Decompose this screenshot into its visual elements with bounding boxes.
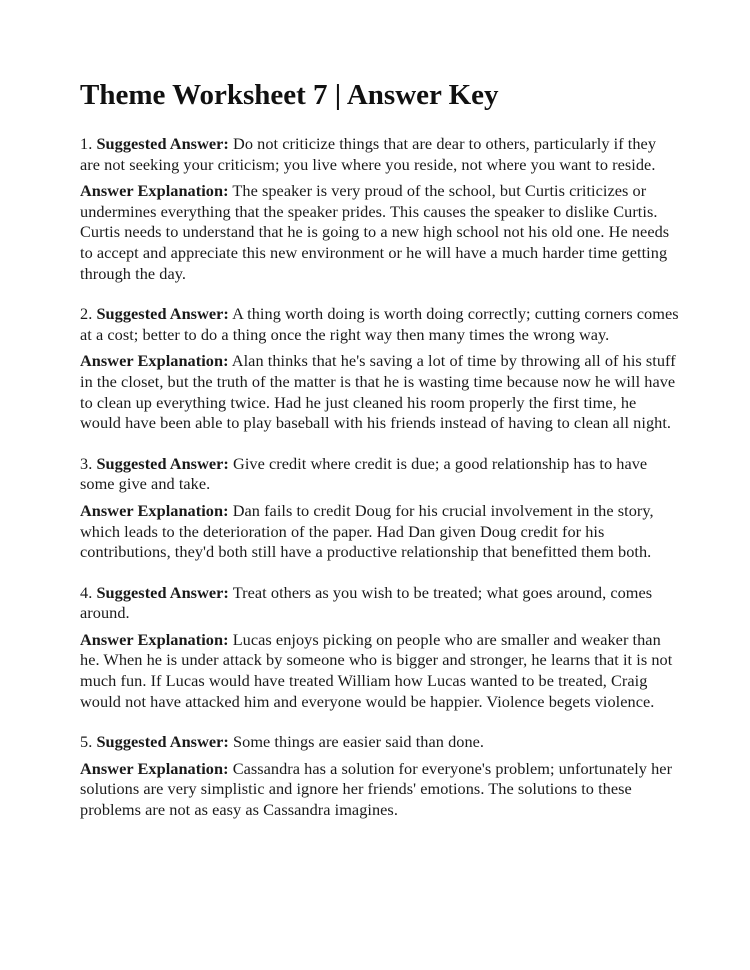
explanation-label: Answer Explanation: [80, 181, 229, 201]
explanation-label: Answer Explanation: [80, 351, 229, 371]
answer-label: Suggested Answer: [96, 582, 229, 602]
item-number: 1. [80, 134, 93, 153]
suggested-answer [80, 732, 680, 753]
answer-item-4 [80, 583, 680, 713]
answer-text: Do not criticize things that are dear to others, particularly if they are not seeking your criticism; you live where you reside, not where you want to reside. [80, 134, 657, 174]
suggested-answer [80, 304, 680, 345]
answer-item-2 [80, 304, 680, 434]
suggested-answer [80, 454, 680, 495]
answer-explanation [80, 759, 680, 821]
answer-text: A thing worth doing is worth doing correctly; cutting corners comes at a cost; better to do a thing once the right way then many times the wrong way. [80, 304, 679, 344]
item-number: 4. [80, 582, 93, 602]
answer-explanation [80, 630, 680, 712]
answer-label: Suggested Answer: [96, 304, 229, 324]
item-number: 3. [80, 453, 93, 473]
answer-label: Suggested Answer: [96, 453, 229, 473]
answer-explanation [80, 501, 680, 563]
answer-text: Some things are easier said than done. [233, 732, 485, 752]
answer-item-3 [80, 454, 680, 563]
answer-explanation [80, 181, 680, 284]
explanation-label: Answer Explanation: [80, 629, 229, 649]
suggested-answer [80, 134, 680, 175]
answer-label: Suggested Answer: [96, 732, 229, 752]
answer-item-1 [80, 134, 680, 284]
item-number: 5. [80, 732, 93, 752]
explanation-text: Cassandra has a solution for everyone's problem; unfortunately her solutions are very simplistic and ignore her friends' emotions. The solutions to these problems are not as easy as Cassandra imagines. [80, 758, 673, 820]
answer-text: Treat others as you wish to be treated; what goes around, comes around. [80, 582, 653, 623]
explanation-text: The speaker is very proud of the school, but Curtis criticizes or undermines everything that the speaker prides. This causes the speaker to dislike Curtis. Curtis needs to understand that he is going to a new high school not his old one. He needs to accept and appreciate this new environment or he will have a much harder time getting through the day. [80, 181, 670, 283]
answer-explanation [80, 351, 680, 433]
answer-label: Suggested Answer: [96, 134, 229, 153]
answer-text: Give credit where credit is due; a good relationship has to have some give and take. [80, 453, 648, 494]
page-title: Theme Worksheet 7 | Answer Key [80, 79, 499, 111]
explanation-label: Answer Explanation: [80, 500, 229, 520]
suggested-answer [80, 583, 680, 624]
item-number: 2. [80, 304, 93, 324]
answer-item-5 [80, 732, 680, 820]
explanation-text: Lucas enjoys picking on people who are smaller and weaker than he. When he is under attack by someone who is bigger and stronger, he learns that it is not much fun. If Lucas would have treated William how Lucas wanted to be treated, Craig would not have attacked him and everyone would be happier. Violence begets violence. [80, 629, 673, 711]
explanation-text: Alan thinks that he's saving a lot of time by throwing all of his stuff in the closet, but the truth of the matter is that he is wasting time because now he will have to clean up everything twice. Had he just cleaned his room properly the first time, he would have been able to play baseball with his friends instead of having to clean all night. [80, 351, 676, 433]
explanation-text: Dan fails to credit Doug for his crucial involvement in the story, which leads to the deterioration of the paper. Had Dan given Doug credit for his contributions, they'd both still have a productive relationship that benefitted them both. [80, 500, 654, 562]
explanation-label: Answer Explanation: [80, 758, 229, 778]
